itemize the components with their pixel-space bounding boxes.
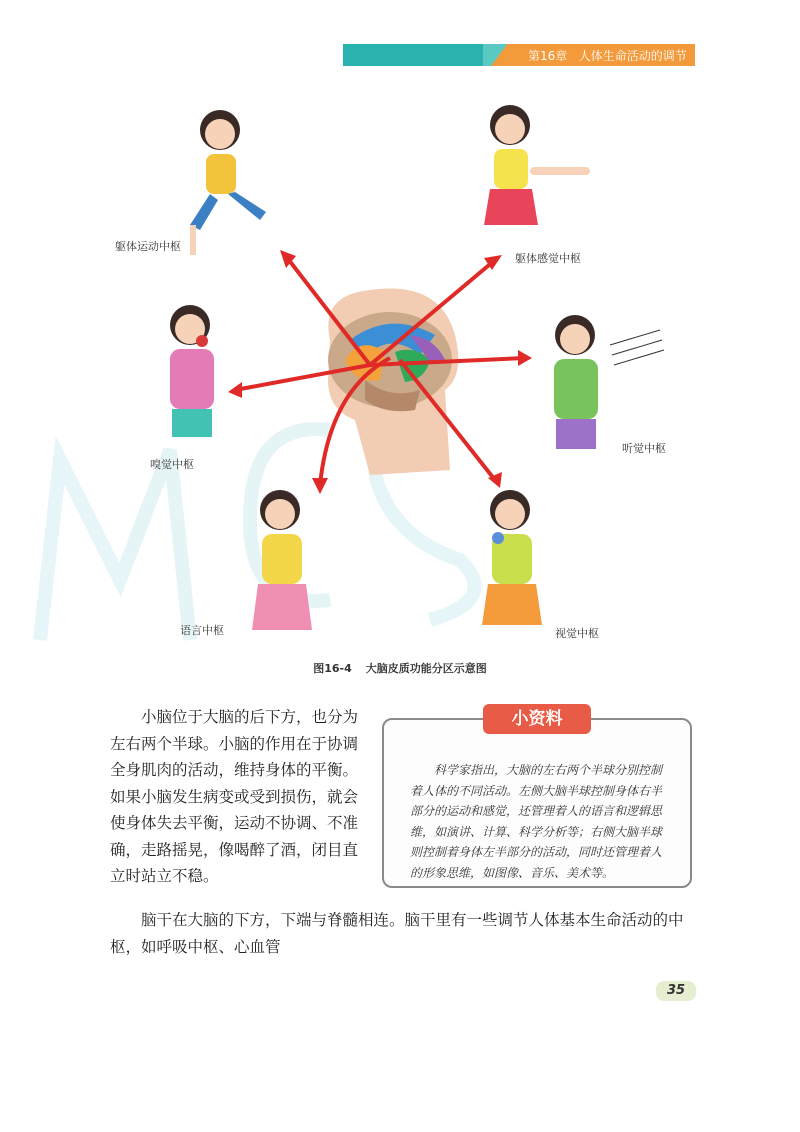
chapter-header [343,44,695,66]
paragraph-cerebellum: 小脑位于大脑的后下方，也分为左右两个半球。小脑的作用在于协调全身肌肉的活动，维持身体的平衡。如果小脑发生病变或受到损伤，就会使身体失去平衡，运动不协调、不准确，走路摇晃，像喝醉了酒，闭目直立时站立不稳。 [110,708,359,885]
girl-listening [554,315,664,449]
caption-number: 图16-4 [313,662,352,675]
info-box [378,704,696,894]
label-smell: 嗅觉中枢 [150,458,194,471]
girl-speaking [252,490,312,630]
girl-running [190,110,266,255]
info-box-text: 科学家指出，大脑的左右两个半球分别控制着人体的不同活动。左侧大脑半球控制身体右半部分的运动和感觉，还管理着人的语言和逻辑思维，如演讲、计算、科学分析等；右侧大脑半球则控制着身体左半部分的活动，同时还管理着人的形象思维，如图像、音乐、美术等。 [410,763,663,880]
chapter-title [528,47,687,64]
page-number: 35 [656,981,696,1001]
brain-function-figure [100,90,700,650]
label-hearing: 听觉中枢 [622,442,666,455]
info-box-frame [382,718,692,888]
girl-smelling [170,305,214,437]
figure-caption [0,660,800,676]
chapter-name: 人体生命活动的调节 [578,49,687,63]
header-teal-block [343,44,489,66]
paragraph-brainstem: 脑干在大脑的下方，下端与脊髓相连。脑干里有一些调节人体基本生命活动的中枢，如呼吸中枢、心血管 [110,911,684,956]
label-motor: 躯体运动中枢 [115,240,181,253]
label-sensory: 躯体感觉中枢 [515,252,581,265]
label-vision: 视觉中枢 [555,627,599,640]
chapter-number: 第16章 [528,49,568,63]
label-language: 语言中枢 [180,624,224,637]
caption-text: 大脑皮质功能分区示意图 [365,662,487,675]
info-box-title: 小资料 [483,704,591,734]
girl-eating [482,490,542,625]
girl-touching [484,105,590,225]
figure-illustration [100,90,700,650]
